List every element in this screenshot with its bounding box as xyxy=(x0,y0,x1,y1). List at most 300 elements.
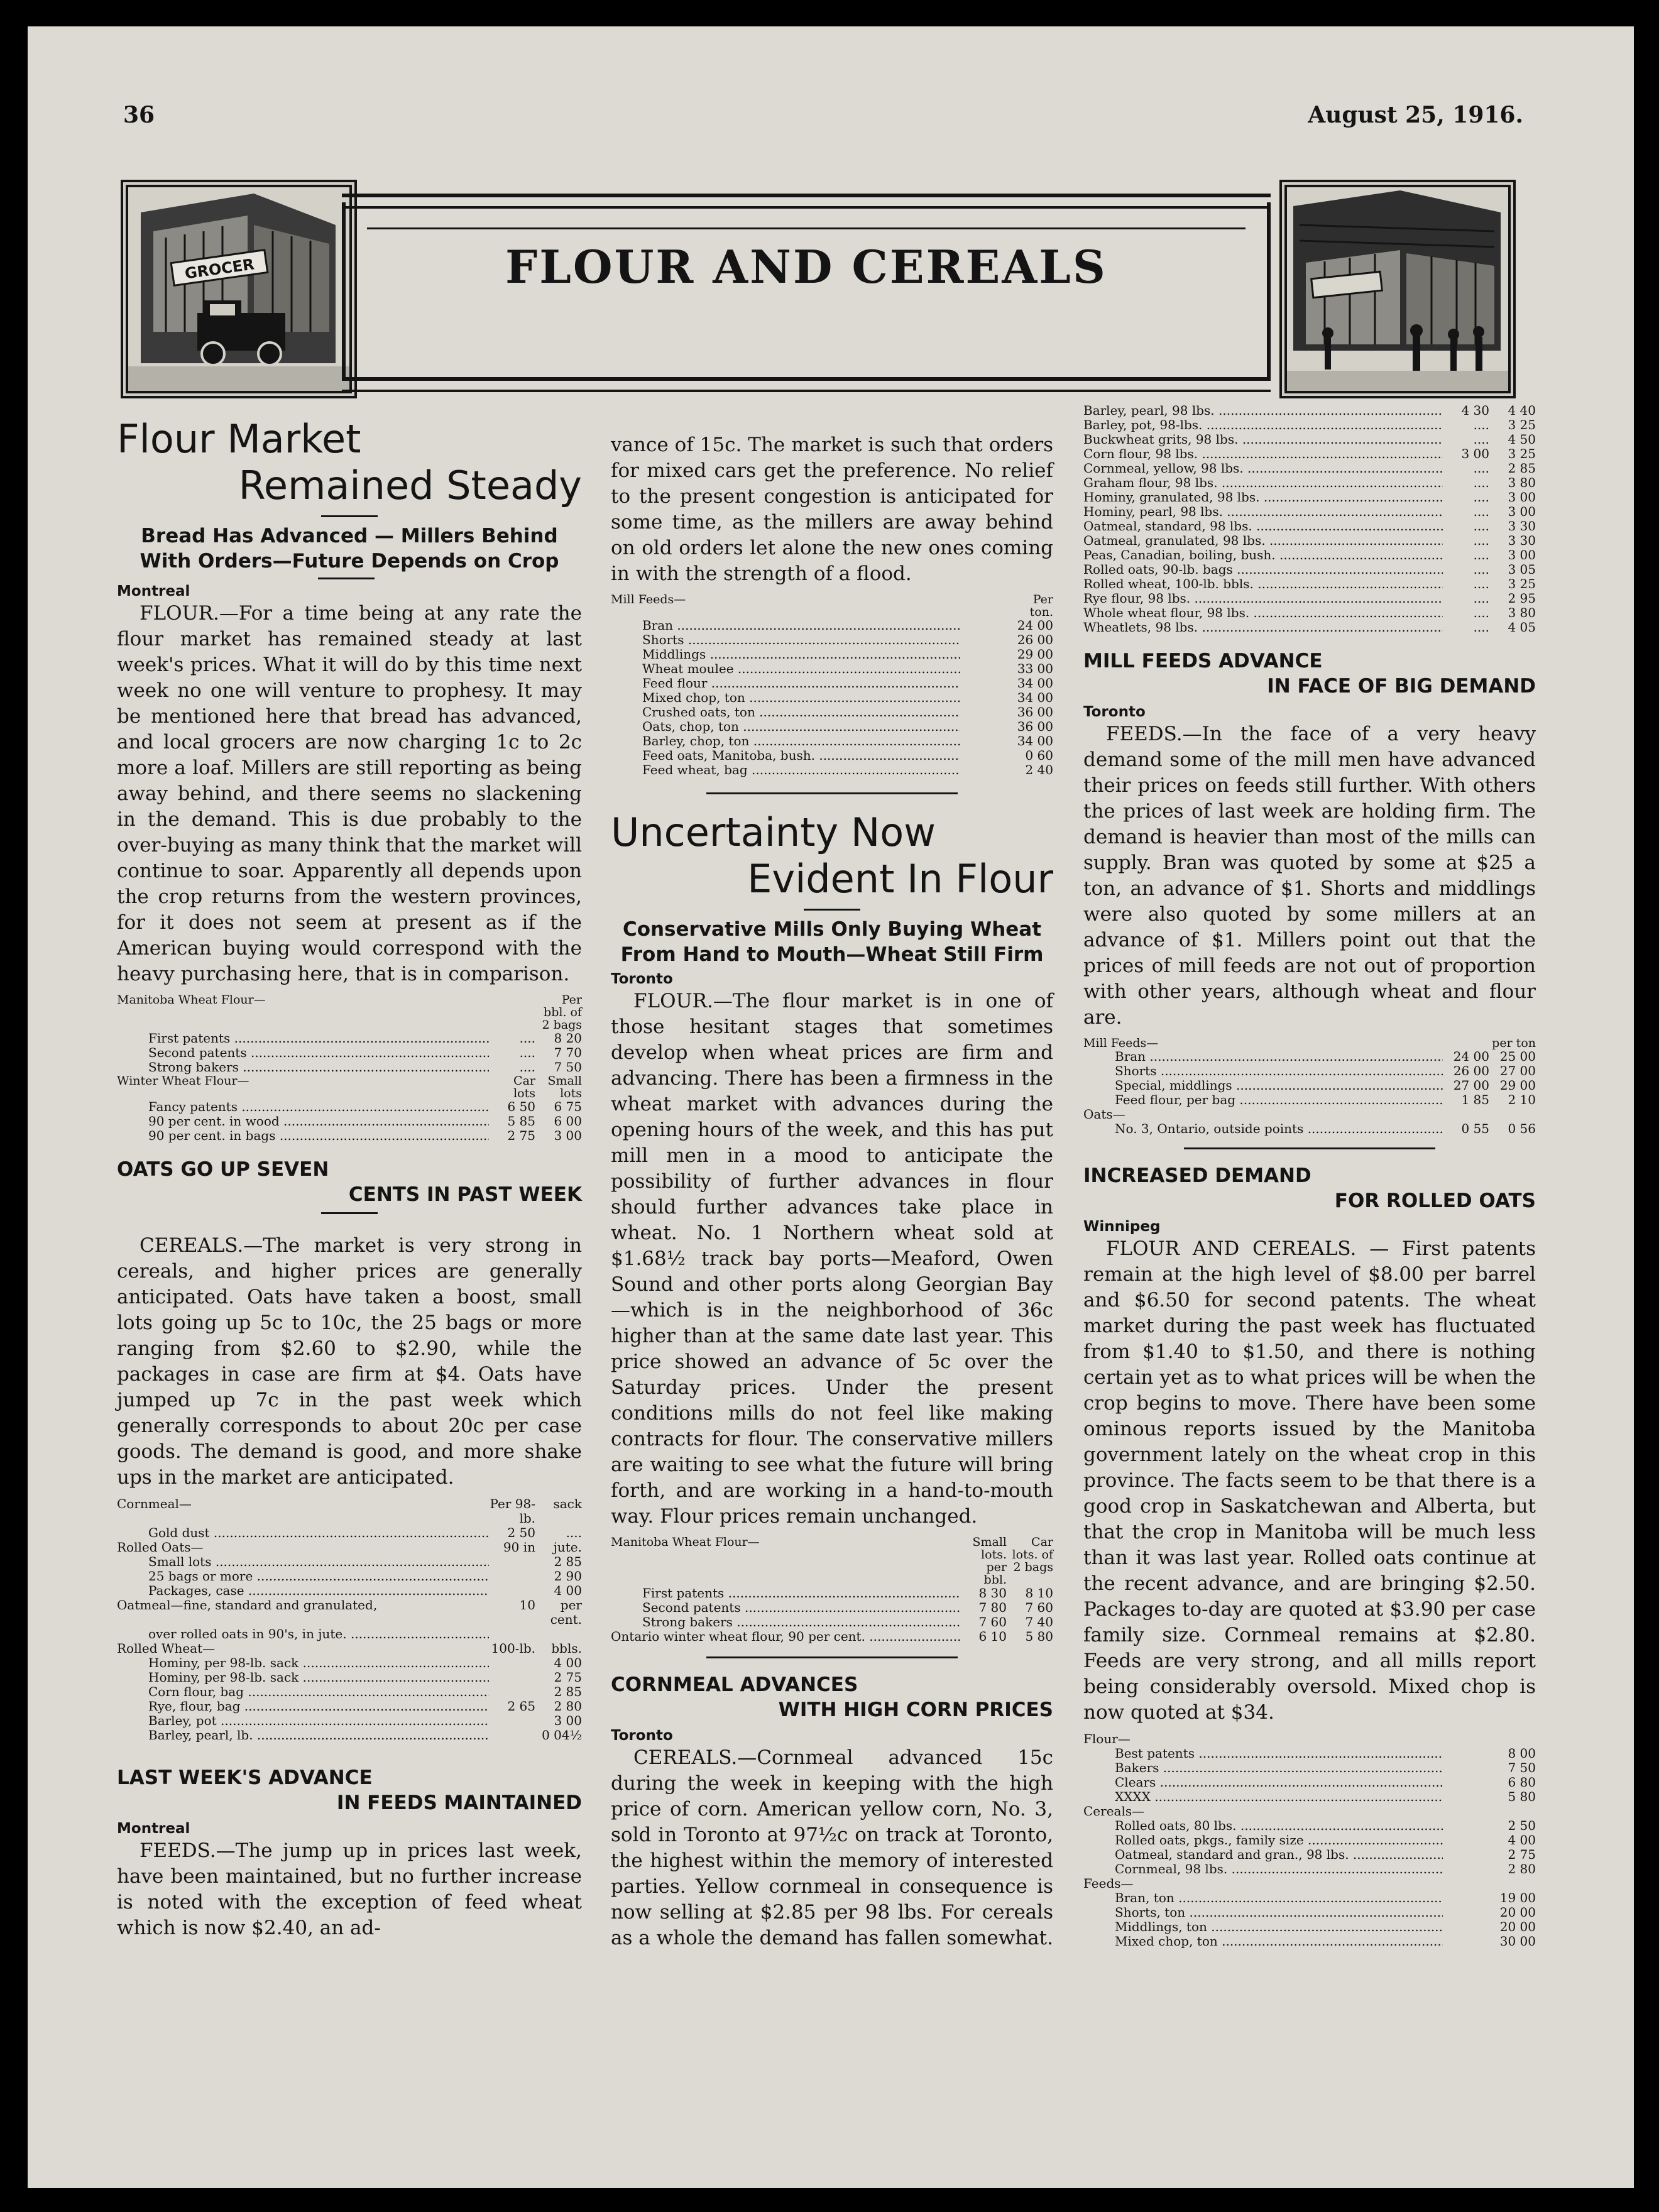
price-item-label: Barley, pearl, 98 lbs. ..... xyxy=(1083,403,1443,418)
price-row xyxy=(611,705,1053,720)
price-value: 2 75 xyxy=(507,1128,535,1143)
price-value xyxy=(489,1627,535,1641)
price-row xyxy=(1083,1862,1536,1876)
price-row xyxy=(1083,562,1536,577)
headline-line-1: LAST WEEK'S ADVANCE xyxy=(117,1766,373,1789)
price-value: 3 25 xyxy=(1508,446,1536,461)
price-value: 34 00 xyxy=(1017,733,1053,748)
price-value: 6 10 xyxy=(978,1629,1007,1644)
price-value: .... xyxy=(1473,504,1489,519)
price-value: 29 00 xyxy=(1499,1078,1536,1093)
price-value: 6 75 xyxy=(554,1099,582,1114)
price-row xyxy=(117,1555,582,1569)
price-value: 100-lb. xyxy=(491,1641,535,1656)
price-row xyxy=(611,662,1053,676)
price-value: 5 80 xyxy=(1025,1629,1053,1644)
price-item-label: Cornmeal, 98 lbs. ..... xyxy=(1083,1862,1443,1876)
price-value: 0 60 xyxy=(1025,748,1053,763)
divider xyxy=(321,515,378,517)
price-item-label: Graham flour, 98 lbs. ..... xyxy=(1083,476,1443,490)
price-item-label: Buckwheat grits, 98 lbs. ..... xyxy=(1083,432,1443,447)
price-item-label: Feed wheat, bag ..... xyxy=(611,763,960,777)
cornmeal-headline xyxy=(611,1672,1053,1722)
cornmeal-body: CEREALS.—Cornmeal advanced 15c during the week in keeping with the high price of corn. American yellow corn, No. 3, sold in Toronto at 97½c on track at Toronto, the highest within the memory of interested parties. Yellow cornmeal in consequence is now selling at $2.85 per 98 lbs. For cereals as a whole the demand has fallen somewhat. xyxy=(611,1746,1053,1949)
price-value: .... xyxy=(1473,417,1489,432)
price-table-header-cell: Car lots. of 2 bags xyxy=(1012,1535,1053,1574)
price-row xyxy=(1083,1732,1536,1746)
price-value: 24 00 xyxy=(1453,1049,1489,1064)
price-value: .... xyxy=(1473,518,1489,534)
price-value: 4 00 xyxy=(554,1655,582,1670)
headline-line-2: FOR ROLLED OATS xyxy=(1334,1190,1536,1212)
price-value: 3 30 xyxy=(1508,533,1536,548)
price-value: .... xyxy=(1473,547,1489,562)
price-value xyxy=(489,1670,535,1685)
price-item-label: Oats— xyxy=(1083,1107,1125,1122)
price-row xyxy=(1083,606,1536,620)
price-row xyxy=(1083,1049,1536,1064)
price-item-label: Middlings, ton ..... xyxy=(1083,1920,1443,1934)
price-value: 0 55 xyxy=(1461,1121,1489,1136)
price-value: 0 56 xyxy=(1508,1121,1536,1136)
price-item-label: Wheatlets, 98 lbs. ..... xyxy=(1083,620,1443,635)
feeds-body-continued: vance of 15c. The market is such that orders for mixed cars get the preference. No relief to the present congestion is anticipated for some time, as the millers are away behind on old orders let alone the new ones coming in with the strength of a flood. xyxy=(611,434,1053,585)
price-value xyxy=(960,720,1007,734)
price-value: bbls. xyxy=(551,1641,582,1656)
headline-line-1: MILL FEEDS ADVANCE xyxy=(1083,650,1323,672)
price-value xyxy=(1443,1732,1489,1746)
price-item-label: Rolled oats, pkgs., family size ..... xyxy=(1083,1833,1443,1848)
price-value: .... xyxy=(1473,475,1489,490)
price-value: 3 00 xyxy=(554,1713,582,1728)
price-value: Per 98-lb. xyxy=(490,1496,535,1526)
headline-line-1: OATS GO UP SEVEN xyxy=(117,1158,329,1181)
dateline: Montreal xyxy=(117,583,190,600)
price-table-header-cell: Per ton. xyxy=(1029,593,1053,619)
price-value: 8 30 xyxy=(978,1585,1007,1601)
toronto-flour-price-table xyxy=(611,1536,1053,1644)
price-item-label: Feed oats, Manitoba, bush. ..... xyxy=(611,748,960,763)
price-item-label: Rolled oats, 80 lbs. ..... xyxy=(1083,1819,1443,1833)
price-value xyxy=(960,691,1007,705)
price-item-label: Gold dust ..... xyxy=(117,1526,489,1540)
price-item-label: Small lots ..... xyxy=(117,1555,489,1569)
price-item-label: Rye, flour, bag ..... xyxy=(117,1699,489,1714)
price-item-label: 25 bags or more ..... xyxy=(117,1569,489,1584)
price-value: 7 70 xyxy=(554,1045,582,1060)
price-value: 20 00 xyxy=(1499,1905,1536,1920)
price-item-label: XXXX ..... xyxy=(1083,1790,1443,1804)
divider xyxy=(706,792,958,794)
price-row xyxy=(1083,1848,1536,1862)
price-item-label: First patents ..... xyxy=(117,1031,489,1046)
price-value: 7 50 xyxy=(1508,1760,1536,1775)
price-item-label: Bran ..... xyxy=(611,618,960,633)
price-value: 2 85 xyxy=(554,1684,582,1699)
price-value xyxy=(489,1569,535,1584)
price-value xyxy=(960,647,1007,662)
page-number: 36 xyxy=(123,102,155,128)
banner-top-rule xyxy=(342,194,1271,209)
price-value xyxy=(1443,1876,1489,1891)
price-item-label: Feed flour ..... xyxy=(611,676,960,691)
price-item-label: Shorts ..... xyxy=(1083,1064,1443,1078)
price-value xyxy=(489,1656,535,1670)
price-row xyxy=(117,1670,582,1685)
price-value: 2 75 xyxy=(554,1670,582,1685)
grocer-sign: GROCER xyxy=(183,255,256,283)
price-item-label: Cornmeal, yellow, 98 lbs. ..... xyxy=(1083,461,1443,476)
price-value: .... xyxy=(1473,562,1489,577)
divider xyxy=(1184,1147,1435,1149)
price-item-label: Barley, pot ..... xyxy=(117,1714,489,1728)
price-value: 7 50 xyxy=(554,1059,582,1075)
price-value: 3 00 xyxy=(1508,504,1536,519)
price-value xyxy=(960,633,1007,647)
price-item-label: Special, middlings ..... xyxy=(1083,1078,1443,1093)
price-value: 3 00 xyxy=(1461,446,1489,461)
uncertainty-headline xyxy=(611,809,1053,902)
price-item-label: Shorts ..... xyxy=(611,633,960,647)
dateline: Toronto xyxy=(611,1727,673,1744)
price-value: 5 85 xyxy=(507,1114,535,1129)
price-value: 2 90 xyxy=(554,1569,582,1584)
price-item-label: Second patents ..... xyxy=(611,1601,960,1615)
price-value xyxy=(1443,1891,1489,1905)
price-item-label: Rolled wheat, 100-lb. bbls. ..... xyxy=(1083,577,1443,591)
price-table-header-cell: Mill Feeds— xyxy=(1083,1036,1159,1050)
price-value: 2 85 xyxy=(1508,461,1536,476)
price-item-label: Bran, ton ..... xyxy=(1083,1891,1443,1905)
price-value: 3 80 xyxy=(1508,605,1536,620)
mill-feeds-body: FEEDS.—In the face of a very heavy demand some of the mill men have advanced their prices on feeds still further. With others the prices of last week are holding firm. The demand is heavier than most of the mills can supply. Bran was quoted by some at $25 a ton, an advance of $1. Shorts and middlings were also quoted by some millers at an advance of $1. Millers point out that the prices of mill feeds are not out of proportion with other years, although wheat and flour are. xyxy=(1083,723,1536,1029)
price-value xyxy=(1443,1775,1489,1790)
price-value xyxy=(489,1685,535,1699)
price-row xyxy=(611,647,1053,662)
price-row xyxy=(1083,461,1536,476)
headline-line-2: Evident In Flour xyxy=(747,856,1053,902)
price-row xyxy=(1083,418,1536,432)
price-value: 4 50 xyxy=(1508,432,1536,447)
price-value: 2 75 xyxy=(1508,1847,1536,1862)
price-value xyxy=(960,705,1007,720)
price-row xyxy=(1083,1934,1536,1949)
price-value: 5 80 xyxy=(1508,1789,1536,1804)
street-scene-illustration xyxy=(1279,180,1516,398)
price-table-header-cell: Small lots xyxy=(547,1074,582,1100)
montreal-cereals-price-table xyxy=(117,1497,582,1743)
price-table-header xyxy=(117,1075,582,1100)
price-item-label: Second patents ..... xyxy=(117,1046,489,1060)
price-value: 19 00 xyxy=(1499,1890,1536,1905)
price-value: 3 25 xyxy=(1508,576,1536,591)
price-item-label: Shorts, ton ..... xyxy=(1083,1905,1443,1920)
price-value xyxy=(960,734,1007,748)
rolled-oats-headline xyxy=(1083,1163,1536,1213)
price-value: 4 00 xyxy=(554,1583,582,1598)
issue-date: August 25, 1916. xyxy=(1308,102,1523,128)
price-value: 10 xyxy=(519,1597,535,1612)
price-row xyxy=(117,1685,582,1699)
price-item-label: Ontario winter wheat flour, 90 per cent. ..... xyxy=(611,1629,960,1644)
flour-market-body: FLOUR.—For a time being at any rate the flour market has remained steady at last week's prices. What it will do by this time next week no one will venture to prophesy. It may be mentioned here that bread has advanced, and local grocers are now charging 1c to 2c more a loaf. Millers are still reporting as being away behind, and there seems no slackening in the demand. This is due probably to the over-buying as many think that the market will continue to soar. Apparently all depends upon the crop returns from the western provinces, for it does not seem at present as if the American buying would correspond with the heavy purchasing here, that is in comparison. xyxy=(117,602,582,985)
price-row xyxy=(1083,519,1536,534)
price-row xyxy=(1083,591,1536,606)
price-row xyxy=(1083,490,1536,505)
winnipeg-price-table xyxy=(1083,1732,1536,1949)
price-value: .... xyxy=(1473,432,1489,447)
price-item-label: Corn flour, 98 lbs. ..... xyxy=(1083,447,1443,461)
price-value xyxy=(1489,1107,1536,1122)
price-row xyxy=(1083,1122,1536,1136)
price-value xyxy=(1443,1761,1489,1775)
price-value: jute. xyxy=(553,1540,582,1555)
price-row xyxy=(1083,476,1536,490)
price-value xyxy=(535,1627,582,1641)
price-value: 7 60 xyxy=(978,1614,1007,1629)
price-row xyxy=(611,1601,1053,1615)
price-value xyxy=(960,748,1007,763)
price-row xyxy=(1083,1920,1536,1934)
price-value: 4 40 xyxy=(1508,403,1536,418)
price-value: 3 00 xyxy=(1508,490,1536,505)
price-table-header-cell: Small lots. per bbl. xyxy=(972,1535,1007,1587)
price-item-label: Crushed oats, ton ..... xyxy=(611,705,960,720)
price-row xyxy=(611,633,1053,647)
price-value xyxy=(1489,1876,1536,1891)
feeds-body: FEEDS.—The jump up in prices last week, have been maintained, but no further increase is noted with the exception of feed wheat which is now $2.40, an ad- xyxy=(117,1839,582,1939)
price-table-header-cell xyxy=(960,593,1007,618)
divider xyxy=(318,578,375,579)
price-row xyxy=(1083,1790,1536,1804)
price-value: .... xyxy=(1473,591,1489,606)
price-row xyxy=(117,1728,582,1743)
price-value xyxy=(1489,1804,1536,1819)
price-row xyxy=(1083,1775,1536,1790)
price-value: 3 00 xyxy=(554,1128,582,1143)
price-item-label: Cornmeal— xyxy=(117,1497,192,1511)
price-row xyxy=(1083,505,1536,519)
price-value xyxy=(1443,1848,1489,1862)
price-value xyxy=(1443,1107,1489,1122)
uncertainty-subhead: Conservative Mills Only Buying Wheat From Hand to Mouth—Wheat Still Firm xyxy=(620,918,1044,966)
price-table-header-cell: per ton xyxy=(1492,1036,1536,1050)
price-value xyxy=(1489,1732,1536,1746)
price-row xyxy=(1083,1761,1536,1775)
headline-line-1: CORNMEAL ADVANCES xyxy=(611,1673,858,1696)
price-value xyxy=(489,1555,535,1569)
price-item-label: Feeds— xyxy=(1083,1876,1134,1891)
oats-body: CEREALS.—The market is very strong in cereals, and higher prices are generally anticipated. Oats have taken a boost, small lots going up 5c to 10c, the 25 bags or more ranging from $2.60 to $2.90, while the packages in case are firm at $4. Oats have jumped up 7c in the past week which generally corresponds to about 20c per case goods. The demand is good, and more shake ups in the market are anticipated. xyxy=(117,1234,582,1489)
price-row xyxy=(117,1598,582,1627)
column-2 xyxy=(588,410,1053,1951)
montreal-mill-feeds-table xyxy=(611,593,1053,777)
price-row xyxy=(611,618,1053,633)
price-value: 26 00 xyxy=(1017,632,1053,647)
price-item-label: Whole wheat flour, 98 lbs. ..... xyxy=(1083,606,1443,620)
price-value: 3 30 xyxy=(1508,518,1536,534)
headline-line-1: Uncertainty Now xyxy=(611,809,936,855)
price-item-label: Flour— xyxy=(1083,1732,1131,1746)
price-row xyxy=(611,1629,1053,1644)
price-value: 3 00 xyxy=(1508,547,1536,562)
price-value: 6 50 xyxy=(507,1099,535,1114)
price-item-label: Oatmeal—fine, standard and granulated, xyxy=(117,1598,378,1612)
price-value: 27 00 xyxy=(1499,1063,1536,1078)
price-item-label: 90 per cent. in bags ..... xyxy=(117,1129,489,1143)
price-value: per cent. xyxy=(550,1597,582,1627)
price-row xyxy=(117,1699,582,1714)
price-row xyxy=(1083,620,1536,635)
price-item-label: Strong bakers ..... xyxy=(117,1060,489,1075)
price-value: 2 40 xyxy=(1025,762,1053,777)
price-value: sack xyxy=(553,1496,582,1511)
price-table-header-cell xyxy=(1443,1037,1489,1049)
price-item-label: Mixed chop, ton ..... xyxy=(611,691,960,705)
price-row xyxy=(117,1497,582,1526)
price-value: .... xyxy=(1473,605,1489,620)
section-title: FLOUR AND CEREALS xyxy=(505,240,1107,293)
price-value xyxy=(1443,1819,1489,1833)
price-item-label: Rolled Oats— xyxy=(117,1540,204,1555)
magazine-page xyxy=(28,26,1634,2188)
rolled-oats-body: FLOUR AND CEREALS. — First patents remain at the high level of $8.00 per barrel and $6.50 for second patents. The wheat market during the past week has fluctuated from $1.40 to $1.50, and there is nothing certain yet as to what prices will be when the crop begins to move. There have been some ominous reports issued by the Manitoba government lately on the wheat crop in this province. The facts seem to be that there is a good crop in Saskatchewan and Alberta, but that the crop in Manitoba will be much less than it was last year. Rolled oats continue at the recent advance, and are bringing $2.50. Packages to-day are quoted at $3.90 per case family size. Cornmeal remains at $2.80. Feeds are very strong, and all mills report being considerably oversold. Mixed chop is now quoted at $34. xyxy=(1083,1237,1536,1724)
price-item-label: Rye flour, 98 lbs. ..... xyxy=(1083,591,1443,606)
price-value: .... xyxy=(1473,620,1489,635)
price-item-label: Hominy, per 98-lb. sack ..... xyxy=(117,1656,489,1670)
price-row xyxy=(1083,1746,1536,1761)
price-item-label: Wheat moulee ..... xyxy=(611,662,960,676)
price-value: 2 50 xyxy=(507,1525,535,1540)
price-row xyxy=(1083,548,1536,562)
price-value: 3 80 xyxy=(1508,475,1536,490)
price-row xyxy=(117,1627,582,1641)
price-value: 34 00 xyxy=(1017,690,1053,705)
price-value xyxy=(1443,1862,1489,1876)
price-item-label: Middlings ..... xyxy=(611,647,960,662)
grocer-store-illustration xyxy=(121,180,357,398)
headline-line-1: Flour Market xyxy=(117,416,361,462)
price-value: .... xyxy=(566,1525,582,1540)
price-value: 2 85 xyxy=(554,1554,582,1569)
price-value: 3 25 xyxy=(1508,417,1536,432)
price-item-label: Oats, chop, ton ..... xyxy=(611,720,960,734)
headline-line-2: WITH HIGH CORN PRICES xyxy=(778,1699,1053,1721)
price-row xyxy=(1083,447,1536,461)
price-row xyxy=(1083,534,1536,548)
price-item-label: Strong bakers ..... xyxy=(611,1615,960,1629)
price-item-label: Cereals— xyxy=(1083,1804,1145,1819)
price-row xyxy=(611,1586,1053,1601)
price-row xyxy=(1083,1064,1536,1078)
price-row xyxy=(1083,1833,1536,1848)
price-value: 2 80 xyxy=(554,1699,582,1714)
price-value: .... xyxy=(519,1059,535,1075)
price-table-header-cell: Winter Wheat Flour— xyxy=(117,1074,249,1088)
column-3 xyxy=(1058,403,1536,1957)
price-row xyxy=(1083,403,1536,418)
price-value: 0 04½ xyxy=(542,1727,582,1743)
price-row xyxy=(1083,1876,1536,1891)
headline-line-2: IN FACE OF BIG DEMAND xyxy=(1267,675,1536,698)
price-table-header-cell: Manitoba Wheat Flour— xyxy=(117,993,266,1007)
price-item-label: Best patents ..... xyxy=(1083,1746,1443,1761)
price-item-label: Clears ..... xyxy=(1083,1775,1443,1790)
price-table-header xyxy=(611,593,1053,618)
price-value: 2 80 xyxy=(1508,1861,1536,1876)
price-item-label: Fancy patents ..... xyxy=(117,1100,489,1114)
price-value xyxy=(960,676,1007,691)
dateline: Winnipeg xyxy=(1083,1218,1161,1235)
price-item-label: Packages, case ..... xyxy=(117,1584,489,1598)
price-item-label: Barley, pearl, lb. ..... xyxy=(117,1728,489,1743)
headline-line-1: INCREASED DEMAND xyxy=(1083,1164,1311,1187)
dateline: Toronto xyxy=(1083,704,1146,720)
price-item-label: Peas, Canadian, boiling, bush. ..... xyxy=(1083,548,1443,562)
price-row xyxy=(1083,1891,1536,1905)
price-item-label: Hominy, per 98-lb. sack ..... xyxy=(117,1670,489,1685)
price-value: 90 in xyxy=(503,1540,535,1555)
price-row xyxy=(611,676,1053,691)
price-value xyxy=(960,618,1007,633)
price-value xyxy=(1443,1746,1489,1761)
price-table-header-cell xyxy=(489,994,535,1031)
price-row xyxy=(117,1714,582,1728)
price-item-label: Oatmeal, standard, 98 lbs. ..... xyxy=(1083,519,1443,534)
montreal-flour-price-table xyxy=(117,994,582,1143)
price-value xyxy=(960,662,1007,676)
price-item-label: Rolled oats, 90-lb. bags ..... xyxy=(1083,562,1443,577)
price-row xyxy=(117,1114,582,1129)
price-row xyxy=(1083,577,1536,591)
price-row xyxy=(1083,1078,1536,1093)
price-item-label: Mixed chop, ton ..... xyxy=(1083,1934,1443,1949)
price-value: 7 80 xyxy=(978,1600,1007,1615)
price-value: .... xyxy=(519,1045,535,1060)
price-value xyxy=(1443,1934,1489,1949)
price-value: 2 50 xyxy=(1508,1818,1536,1833)
price-row xyxy=(1083,1107,1536,1122)
price-value: .... xyxy=(1473,533,1489,548)
price-table-header xyxy=(611,1536,1053,1586)
price-value: 7 40 xyxy=(1025,1614,1053,1629)
price-value: 2 65 xyxy=(507,1699,535,1714)
price-value: 27 00 xyxy=(1453,1078,1489,1093)
grocer-store-drawing xyxy=(128,187,349,391)
price-row xyxy=(117,1526,582,1540)
price-value: 4 00 xyxy=(1508,1832,1536,1848)
price-row xyxy=(117,1656,582,1670)
price-value xyxy=(489,1714,535,1728)
price-value: 34 00 xyxy=(1017,676,1053,691)
price-item-label: Barley, chop, ton ..... xyxy=(611,734,960,748)
street-scene-drawing xyxy=(1287,187,1508,391)
price-value xyxy=(489,1584,535,1598)
price-item-label: First patents ..... xyxy=(611,1586,960,1601)
price-item-label: Rolled Wheat— xyxy=(117,1641,216,1656)
price-row xyxy=(1083,1804,1536,1819)
price-item-label: Barley, pot, 98-lbs. ..... xyxy=(1083,418,1443,432)
price-item-label: Corn flour, bag ..... xyxy=(117,1685,489,1699)
price-value: 6 80 xyxy=(1508,1775,1536,1790)
price-item-label: Oatmeal, granulated, 98 lbs. ..... xyxy=(1083,534,1443,548)
price-item-label: over rolled oats in 90's, in jute. ..... xyxy=(117,1627,489,1641)
price-value: 8 10 xyxy=(1025,1585,1053,1601)
price-value xyxy=(960,763,1007,777)
price-row xyxy=(117,1031,582,1046)
price-row xyxy=(117,1641,582,1656)
price-value: 6 00 xyxy=(554,1114,582,1129)
